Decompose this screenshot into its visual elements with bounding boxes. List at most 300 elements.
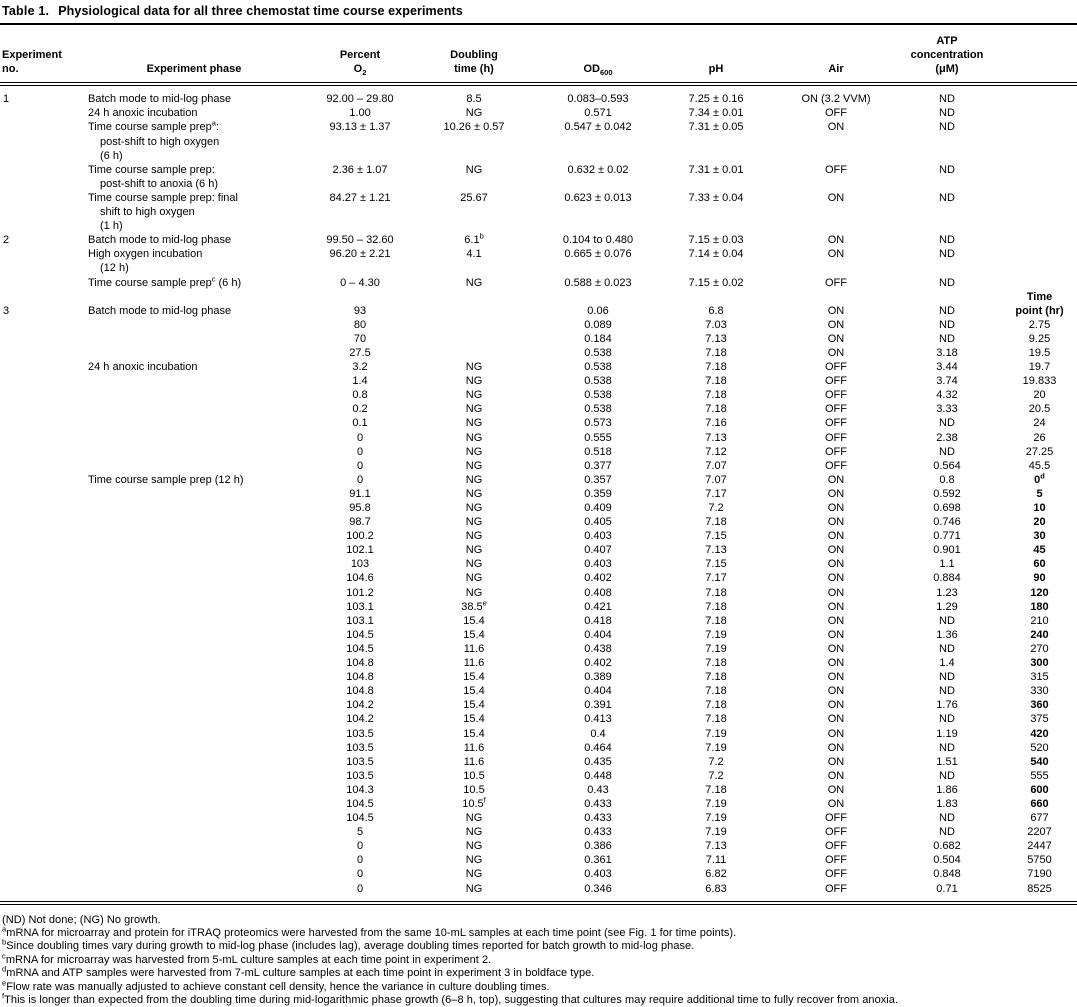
cell-phase [88, 402, 300, 416]
cell-air: ON [827, 797, 845, 810]
cell-atp: 4.32 [936, 389, 958, 402]
cell-no [0, 163, 88, 177]
table-row [0, 445, 1077, 459]
cell-tp: 10 [1033, 502, 1046, 514]
cell-o2: 0.1 [352, 417, 368, 430]
cell-phase [88, 416, 300, 430]
cell-no [0, 276, 88, 290]
cell-ph [668, 149, 764, 163]
cell-ph: 7.07 [705, 459, 727, 472]
cell-dt [420, 219, 528, 233]
cell-no [0, 543, 88, 557]
cell-dt: NG [465, 572, 483, 585]
cell-dt: NG [465, 431, 483, 444]
cell-dt [420, 332, 528, 346]
cell-od: 0.43 [587, 783, 609, 796]
cell-od: 0.421 [584, 600, 612, 613]
column-header-phase: Experiment phase [88, 25, 300, 84]
column-header-dt: Doubling time (h) [420, 25, 528, 84]
cell-od: 0.4 [590, 727, 606, 740]
cell-phase [88, 543, 300, 557]
cell-ph: 7.13 [705, 431, 727, 444]
cell-o2: 103.5 [346, 727, 374, 740]
cell-o2: 0 [356, 459, 364, 472]
cell-no [0, 290, 88, 304]
cell-tp: 27.25 [1025, 445, 1054, 458]
cell-od: 0.386 [584, 840, 612, 853]
table-row [0, 684, 1077, 698]
cell-ph: 7.18 [705, 600, 727, 613]
cell-ph [668, 290, 764, 304]
cell-phase [88, 656, 300, 670]
cell-tp [986, 120, 1077, 134]
cell-od: 0.403 [584, 530, 612, 543]
cell-dt: 10.5$^f$ [462, 795, 486, 810]
cell-air [764, 261, 908, 275]
cell-no [0, 755, 88, 769]
cell-atp: ND [939, 685, 955, 698]
cell-tp: 300 [1030, 657, 1049, 670]
cell-dt: NG [465, 445, 483, 458]
cell-dt: NG [465, 375, 483, 388]
cell-dt: 11.6 [463, 741, 485, 754]
cell-phase [88, 501, 300, 515]
cell-air: OFF [825, 854, 847, 867]
cell-atp: 0.682 [933, 840, 961, 853]
cell-od: 0.403 [584, 868, 612, 881]
cell-atp: 1.36 [936, 628, 958, 641]
cell-no [0, 882, 88, 903]
table-row [0, 318, 1077, 332]
cell-atp: ND [939, 304, 955, 317]
cell-atp: 1.51 [936, 755, 958, 768]
cell-atp: ND [939, 642, 955, 655]
cell-no [0, 388, 88, 402]
cell-atp: ND [939, 276, 955, 289]
cell-o2: 91.1 [349, 487, 371, 500]
cell-air: ON [827, 516, 845, 529]
cell-phase [88, 684, 300, 698]
cell-o2: 1.00 [349, 107, 371, 120]
cell-atp [908, 290, 986, 304]
cell-dt [420, 205, 528, 219]
cell-od: 0.089 [584, 318, 612, 331]
cell-o2: 70 [353, 332, 367, 345]
cell-ph: 7.13 [705, 544, 727, 557]
cell-air: ON [827, 657, 845, 670]
cell-o2: 104.5 [346, 812, 374, 825]
cell-ph: 7.18 [705, 361, 727, 374]
cell-ph: 7.15 ± 0.03 [688, 234, 744, 247]
cell-ph: 7.34 ± 0.01 [688, 107, 744, 120]
cell-air: ON [827, 530, 845, 543]
table-row [0, 135, 1077, 149]
cell-ph: 7.19 [705, 628, 727, 641]
cell-o2: 95.8 [349, 502, 371, 514]
cell-ph: 7.19 [705, 741, 727, 754]
cell-o2 [300, 135, 420, 149]
cell-dt [420, 318, 528, 332]
cell-o2: 103 [350, 558, 370, 571]
cell-no [0, 332, 88, 346]
cell-no [0, 416, 88, 430]
cell-dt: NG [465, 502, 483, 514]
cell-od: 0.083–0.593 [567, 93, 629, 106]
cell-no [0, 149, 88, 163]
cell-no [0, 205, 88, 219]
table-row [0, 741, 1077, 755]
cell-tp [986, 177, 1077, 191]
cell-od: 0.377 [584, 459, 612, 472]
table-caption-text: Physiological data for all three chemostat time course experiments [58, 4, 463, 18]
cell-tp: 660 [1030, 797, 1049, 810]
table-row [0, 783, 1077, 797]
cell-dt: 15.4 [463, 685, 485, 698]
cell-dt [420, 346, 528, 360]
cell-od: 0.448 [584, 769, 612, 782]
cell-no [0, 374, 88, 388]
table-row [0, 853, 1077, 867]
table-row [0, 586, 1077, 600]
cell-air: ON [827, 544, 845, 557]
cell-dt [420, 261, 528, 275]
cell-o2: 104.8 [346, 671, 374, 684]
cell-air: ON [827, 727, 845, 740]
cell-no [0, 769, 88, 783]
cell-phase [88, 727, 300, 741]
cell-tp: 20 [1033, 389, 1046, 402]
cell-no [0, 656, 88, 670]
cell-no [0, 825, 88, 839]
cell-dt: 15.4 [463, 699, 485, 712]
cell-phase [88, 811, 300, 825]
cell-o2: 96.20 ± 2.21 [329, 248, 391, 261]
cell-air [764, 149, 908, 163]
cell-phase: Batch mode to mid-log phase [88, 93, 232, 106]
cell-od [528, 135, 668, 149]
cell-atp: ND [939, 332, 955, 345]
column-header-tp [986, 25, 1077, 84]
cell-tp [986, 135, 1077, 149]
cell-od: 0.104 to 0.480 [562, 234, 634, 247]
table-body [0, 84, 1077, 902]
cell-o2: 92.00 – 29.80 [326, 93, 394, 106]
cell-atp: 1.4 [939, 657, 955, 670]
cell-tp: 20.5 [1028, 403, 1051, 416]
cell-atp: 1.29 [936, 600, 958, 613]
cell-atp: ND [939, 107, 955, 120]
table-row [0, 811, 1077, 825]
cell-phase [88, 571, 300, 585]
cell-air: OFF [825, 417, 847, 430]
cell-no [0, 473, 88, 487]
cell-air: ON [827, 121, 845, 134]
cell-phase [88, 867, 300, 881]
cell-o2: 104.2 [346, 713, 374, 726]
cell-ph: 7.19 [705, 727, 727, 740]
cell-ph: 7.31 ± 0.05 [688, 121, 744, 134]
cell-air: ON [827, 713, 845, 726]
cell-od: 0.538 [584, 403, 612, 416]
cell-phase [88, 388, 300, 402]
cell-air: OFF [825, 431, 847, 444]
cell-atp: ND [939, 769, 955, 782]
cell-o2: 104.8 [346, 657, 374, 670]
cell-phase [88, 755, 300, 769]
cell-tp: 677 [1030, 812, 1049, 825]
cell-no [0, 586, 88, 600]
cell-dt: NG [465, 487, 483, 500]
cell-air: ON [827, 642, 845, 655]
cell-ph: 7.15 [705, 530, 727, 543]
cell-od: 0.06 [587, 304, 609, 317]
table-row [0, 487, 1077, 501]
cell-no [0, 839, 88, 853]
cell-od: 0.403 [584, 558, 612, 571]
cell-phase [88, 712, 300, 726]
cell-atp: ND [939, 445, 955, 458]
cell-od: 0.538 [584, 346, 612, 359]
footnote: $^d$mRNA and ATP samples were harvested from 7-mL culture samples at each time point in experiment 3 in boldface type. [2, 964, 595, 980]
cell-tp [986, 84, 1077, 106]
table-row [0, 261, 1077, 275]
cell-phase [88, 332, 300, 346]
cell-air: ON [827, 473, 845, 486]
cell-tp: 240 [1030, 628, 1049, 641]
cell-tp [986, 106, 1077, 120]
cell-tp: 19.5 [1028, 346, 1051, 359]
table-row [0, 727, 1077, 741]
cell-tp: 5750 [1027, 854, 1052, 867]
cell-dt: 15.4 [463, 614, 485, 627]
cell-phase [88, 642, 300, 656]
physiology-data-table [0, 25, 1077, 905]
table-row [0, 276, 1077, 290]
column-header-air: Air [764, 25, 908, 84]
table-row [0, 769, 1077, 783]
cell-no: 3 [3, 304, 10, 317]
footnote: (ND) Not done; (NG) No growth. [2, 913, 161, 926]
column-header-o2: Percent $O_2$ [300, 25, 420, 84]
cell-od: 0.433 [584, 797, 612, 810]
table-row [0, 177, 1077, 191]
cell-air: ON [827, 487, 845, 500]
cell-o2: 104.5 [346, 642, 374, 655]
cell-o2: 103.5 [346, 741, 374, 754]
table-row [0, 219, 1077, 233]
cell-ph: 7.18 [705, 657, 727, 670]
table-row [0, 515, 1077, 529]
column-header-ph: pH [668, 25, 764, 84]
cell-o2: 99.50 – 32.60 [326, 234, 394, 247]
table-row [0, 304, 1077, 318]
cell-air: ON [827, 699, 845, 712]
table-row [0, 755, 1077, 769]
cell-o2: 102.1 [346, 544, 374, 557]
cell-o2: 0 [356, 840, 364, 853]
cell-no: 1 [3, 93, 10, 106]
cell-air: ON [827, 234, 845, 247]
cell-ph: 7.18 [705, 713, 727, 726]
cell-od: 0.402 [584, 572, 612, 585]
cell-atp: 0.504 [933, 854, 961, 867]
cell-dt: NG [465, 403, 483, 416]
footnotes [0, 914, 1077, 1007]
table-row [0, 529, 1077, 543]
table-row [0, 163, 1077, 177]
cell-phase: Time course sample prep: final [88, 191, 238, 204]
cell-atp: 1.23 [936, 586, 958, 599]
cell-air: ON [827, 769, 845, 782]
cell-od: 0.435 [584, 755, 612, 768]
cell-atp: 0.884 [933, 572, 961, 585]
cell-atp: ND [939, 671, 955, 684]
cell-air [764, 177, 908, 191]
cell-air: ON [827, 685, 845, 698]
cell-dt: 10.5 [463, 783, 485, 796]
cell-od [528, 177, 668, 191]
cell-o2: 101.2 [346, 586, 374, 599]
cell-air [764, 219, 908, 233]
cell-tp: 180 [1030, 600, 1049, 613]
cell-ph: 7.17 [705, 487, 727, 500]
cell-atp [908, 177, 986, 191]
cell-tp: 555 [1030, 769, 1049, 782]
cell-tp: 2.75 [1028, 318, 1051, 331]
cell-ph: 7.15 [705, 558, 727, 571]
cell-tp: 420 [1030, 727, 1049, 740]
cell-atp: 0.848 [933, 868, 961, 881]
cell-tp: 45 [1033, 544, 1046, 557]
cell-dt: NG [465, 417, 483, 430]
cell-air: OFF [825, 361, 847, 374]
cell-dt: 15.4 [463, 628, 485, 641]
cell-phase: post-shift to anoxia (6 h) [100, 177, 219, 190]
cell-dt [420, 304, 528, 318]
table-row [0, 84, 1077, 106]
cell-dt: 25.67 [460, 191, 488, 204]
cell-o2: 103.5 [346, 769, 374, 782]
cell-phase [88, 487, 300, 501]
column-header-od: $OD_{600}$ [528, 25, 668, 84]
cell-phase [88, 586, 300, 600]
cell-dt [420, 290, 528, 304]
cell-phase: Time course sample prep: [88, 163, 215, 176]
cell-dt: NG [465, 473, 483, 486]
cell-phase [88, 882, 300, 903]
cell-dt: NG [465, 389, 483, 402]
cell-ph: 7.18 [705, 516, 727, 529]
cell-ph: 7.16 [705, 417, 727, 430]
cell-o2: 0.8 [352, 389, 368, 402]
cell-no [0, 529, 88, 543]
cell-dt: 15.4 [463, 713, 485, 726]
cell-phase: Time course sample prep$^a$: [88, 118, 219, 134]
cell-dt: 8.5 [466, 93, 482, 106]
footnote: $^e$Flow rate was manually adjusted to achieve constant cell density, hence the variance in culture doubling times. [2, 978, 550, 993]
cell-no [0, 727, 88, 741]
cell-dt: NG [465, 544, 483, 557]
cell-air: ON [827, 741, 845, 754]
table-row [0, 247, 1077, 261]
cell-o2: 0 [356, 868, 364, 881]
cell-no [0, 684, 88, 698]
cell-od [528, 219, 668, 233]
cell-tp: 45.5 [1028, 459, 1051, 472]
cell-ph: 7.2 [708, 755, 724, 768]
cell-o2: 1.4 [352, 375, 368, 388]
cell-air [764, 205, 908, 219]
cell-tp: 375 [1030, 713, 1049, 726]
cell-phase: post-shift to high oxygen [100, 135, 220, 148]
cell-od: 0.408 [584, 586, 612, 599]
cell-no [0, 670, 88, 684]
table-row [0, 431, 1077, 445]
table-row [0, 867, 1077, 881]
cell-ph: 7.13 [705, 332, 727, 345]
cell-ph: 6.82 [705, 868, 727, 881]
cell-ph: 7.15 ± 0.02 [688, 276, 744, 289]
cell-ph: 7.25 ± 0.16 [688, 93, 744, 106]
cell-tp: 0$^d$ [1034, 471, 1045, 486]
cell-no [0, 219, 88, 233]
cell-atp: 0.746 [933, 516, 961, 529]
cell-o2 [300, 261, 420, 275]
cell-o2: 0 [356, 431, 364, 444]
cell-phase: (1 h) [100, 220, 123, 233]
cell-tp: 5 [1036, 487, 1043, 500]
cell-od: 0.518 [584, 445, 612, 458]
cell-ph: 7.33 ± 0.04 [688, 191, 744, 204]
cell-o2: 104.6 [346, 572, 374, 585]
cell-tp: 30 [1033, 530, 1046, 543]
cell-od: 0.357 [584, 473, 612, 486]
cell-tp: 26 [1033, 431, 1046, 444]
table-row [0, 628, 1077, 642]
cell-od: 0.555 [584, 431, 612, 444]
cell-od: 0.538 [584, 389, 612, 402]
cell-ph [668, 177, 764, 191]
cell-no [0, 698, 88, 712]
cell-tp: 19.7 [1028, 361, 1051, 374]
cell-air: OFF [825, 868, 847, 881]
cell-phase [88, 557, 300, 571]
table-row [0, 374, 1077, 388]
cell-air [764, 290, 908, 304]
cell-atp: ND [939, 741, 955, 754]
cell-no [0, 853, 88, 867]
cell-tp: 60 [1033, 558, 1046, 571]
cell-atp: 1.83 [936, 797, 958, 810]
cell-air: OFF [825, 812, 847, 825]
cell-od: 0.547 ± 0.042 [564, 121, 632, 134]
cell-tp: 2447 [1027, 840, 1052, 853]
cell-o2: 3.2 [352, 361, 368, 374]
cell-ph: 7.11 [705, 854, 727, 867]
cell-dt: NG [465, 812, 483, 825]
cell-phase: (6 h) [100, 149, 123, 162]
cell-o2: 5 [356, 826, 364, 839]
cell-od: 0.665 ± 0.076 [564, 248, 632, 261]
cell-dt: NG [465, 459, 483, 472]
cell-air: OFF [825, 163, 847, 176]
cell-dt: 15.4 [463, 671, 485, 684]
cell-air: ON [827, 191, 845, 204]
cell-ph: 7.18 [705, 389, 727, 402]
cell-phase: Time course sample prep (12 h) [88, 473, 244, 486]
cell-atp: ND [939, 163, 955, 176]
cell-tp [986, 261, 1077, 275]
